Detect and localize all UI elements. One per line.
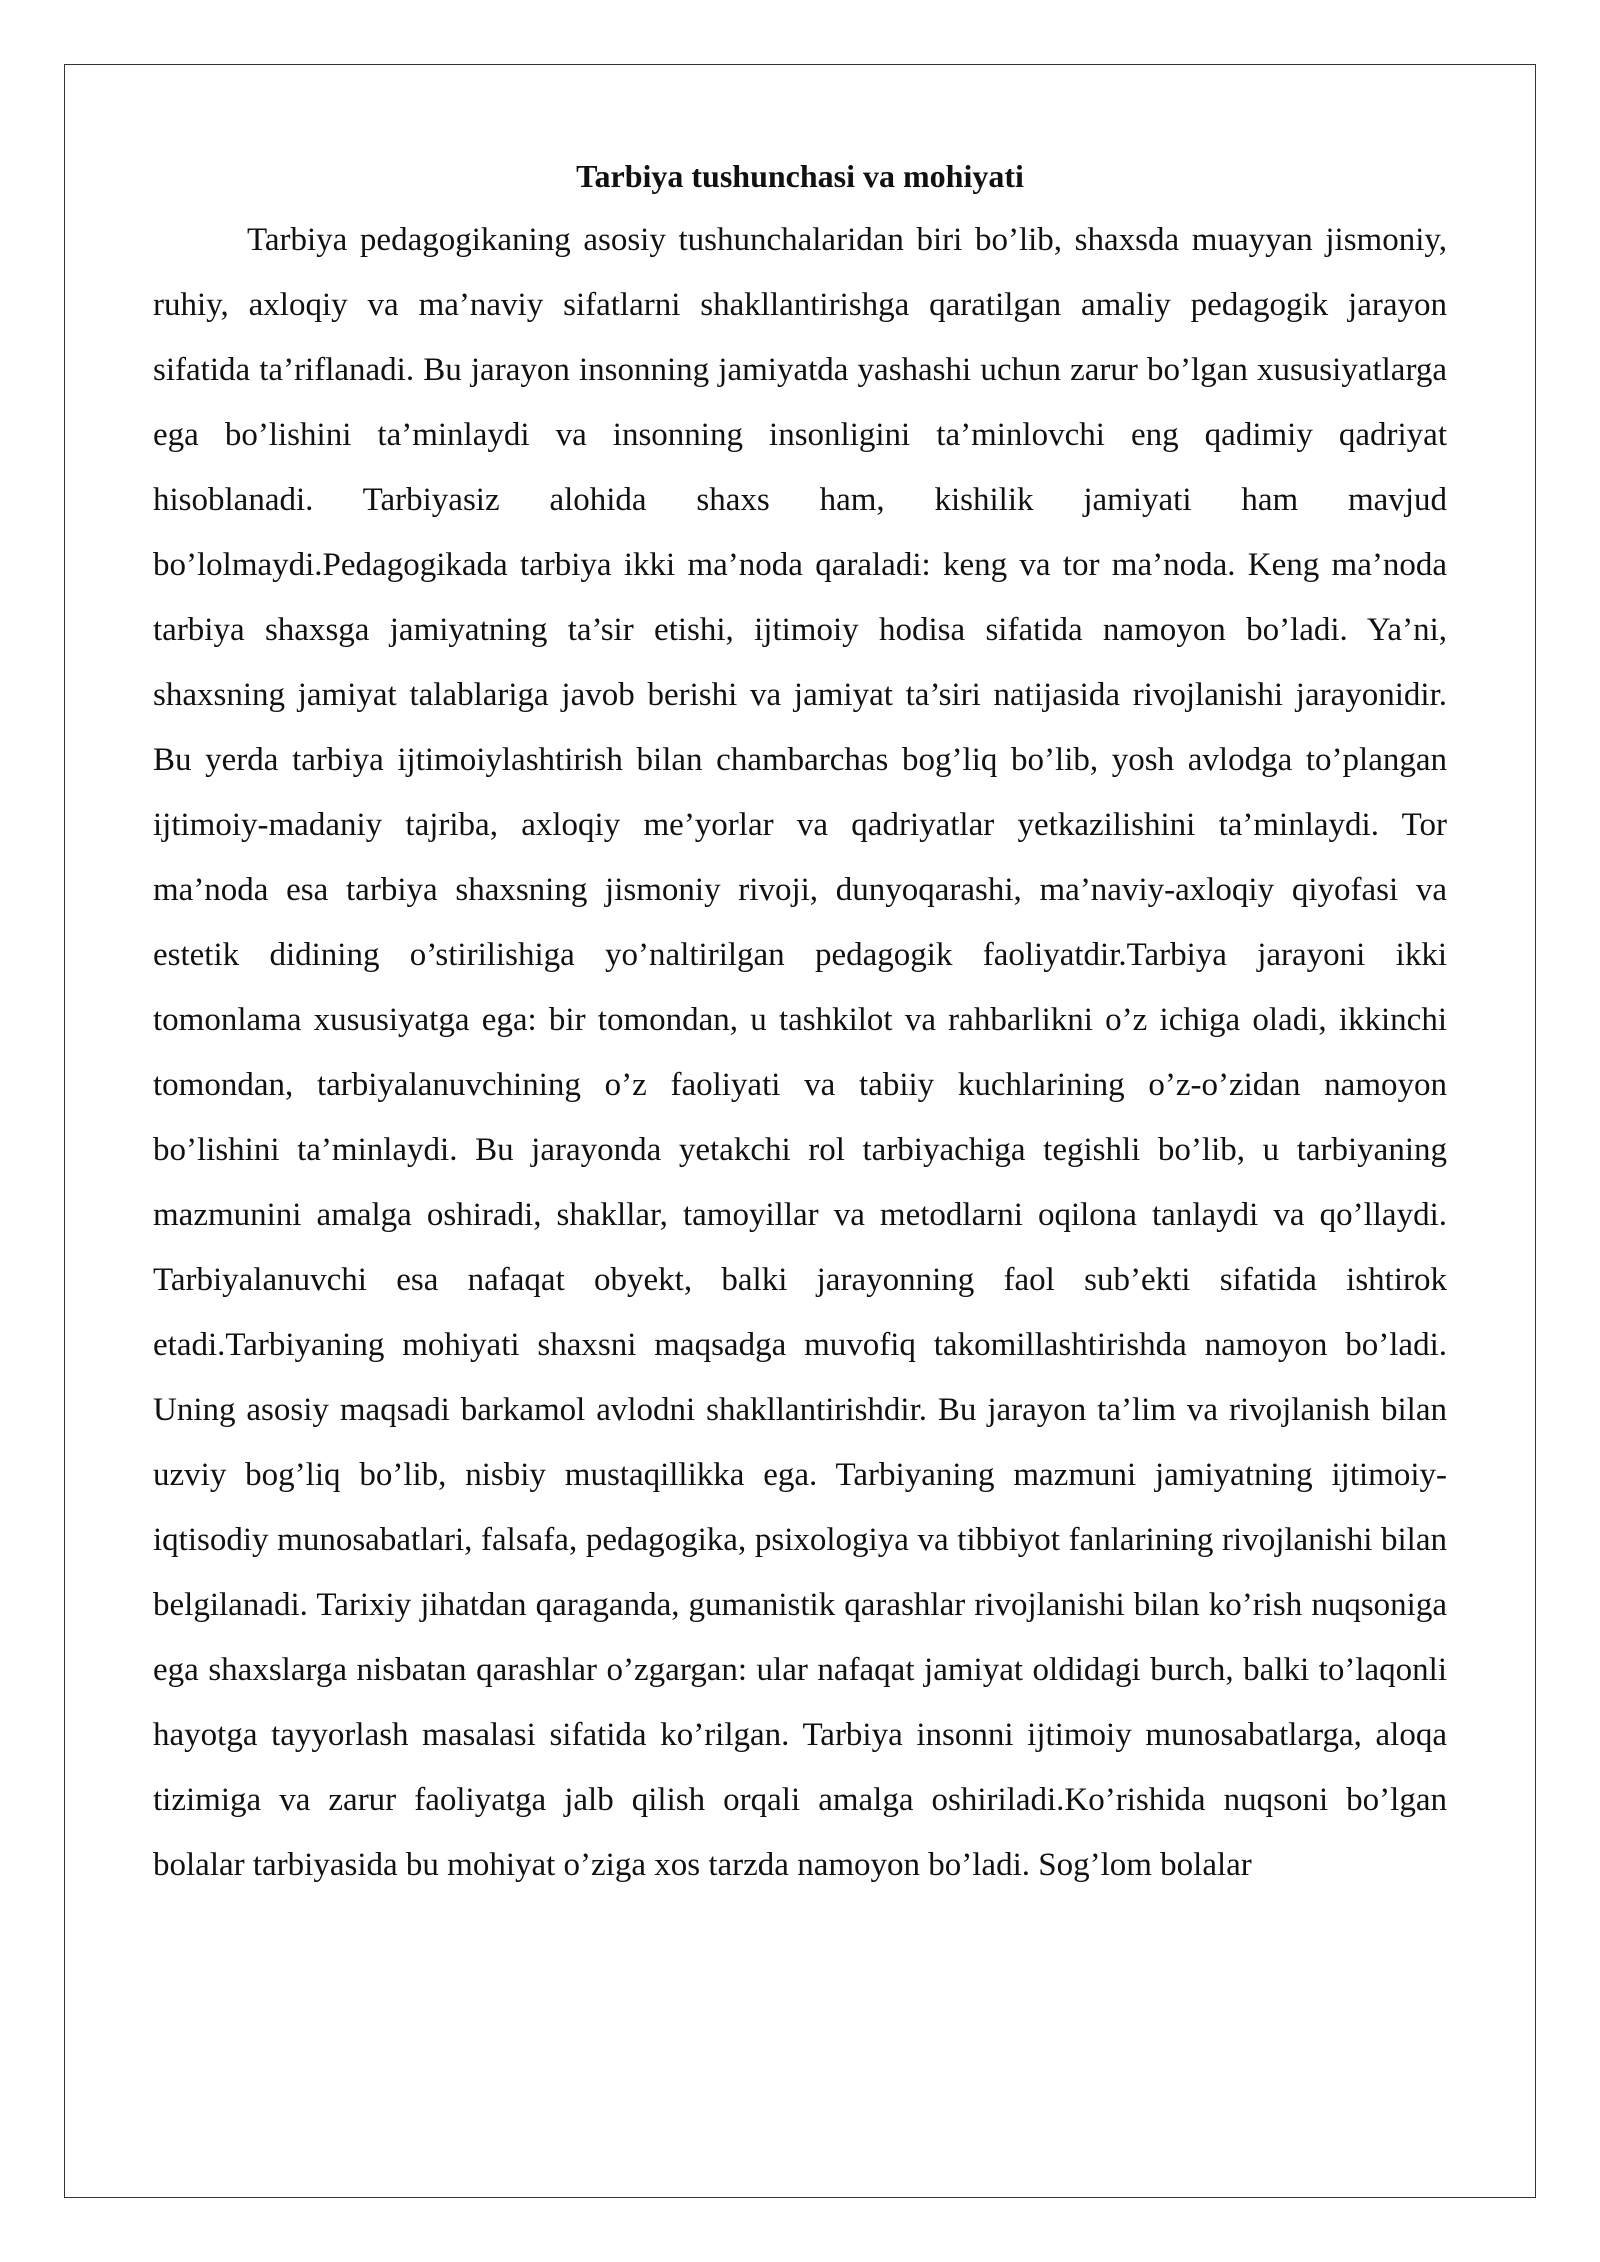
document-body <box>153 150 1447 1898</box>
body-paragraph: Tarbiya pedagogikaning asosiy tushunchalaridan biri bo’lib, shaxsda muayyan jismoniy, ruhiy, axloqiy va ma’naviy sifatlarni shakllantirishga qaratilgan amaliy pedagogik jarayon sifatida ta’riflanadi. Bu jarayon insonning jamiyatda yashashi uchun zarur bo’lgan xususiyatlarga ega bo’lishini ta’minlaydi va insonning insonligini ta’minlovchi eng qadimiy qadriyat hisoblanadi. Tarbiyasiz alohida shaxs ham, kishilik jamiyati ham mavjud bo’lolmaydi.Pedagogikada tarbiya ikki ma’noda qaraladi: keng va tor ma’noda. Keng ma’noda tarbiya shaxsga jamiyatning ta’sir etishi, ijtimoiy hodisa sifatida namoyon bo’ladi. Ya’ni, shaxsning jamiyat talablariga javob berishi va jamiyat ta’siri natijasida rivojlanishi jarayonidir. Bu yerda tarbiya ijtimoiylashtirish bilan chambarchas bog’liq bo’lib, yosh avlodga to’plangan ijtimoiy-madaniy tajriba, axloqiy me’yorlar va qadriyatlar yetkazilishini ta’minlaydi. Tor ma’noda esa tarbiya shaxsning jismoniy rivoji, dunyoqarashi, ma’naviy-axloqiy qiyofasi va estetik didining o’stirilishiga yo’naltirilgan pedagogik faoliyatdir.Tarbiya jarayoni ikki tomonlama xususiyatga ega: bir tomondan, u tashkilot va rahbarlikni o’z ichiga oladi, ikkinchi tomondan, tarbiyalanuvchining o’z faoliyati va tabiiy kuchlarining o’z-o’zidan namoyon bo’lishini ta’minlaydi. Bu jarayonda yetakchi rol tarbiyachiga tegishli bo’lib, u tarbiyaning mazmunini amalga oshiradi, shakllar, tamoyillar va metodlarni oqilona tanlaydi va qo’llaydi. Tarbiyalanuvchi esa nafaqat obyekt, balki jarayonning faol sub’ekti sifatida ishtirok etadi.Tarbiyaning mohiyati shaxsni maqsadga muvofiq takomillashtirishda namoyon bo’ladi. Uning asosiy maqsadi barkamol avlodni shakllantirishdir. Bu jarayon ta’lim va rivojlanish bilan uzviy bog’liq bo’lib, nisbiy mustaqillikka ega. Tarbiyaning mazmuni jamiyatning ijtimoiy-iqtisodiy munosabatlari, falsafa, pedagogika, psixologiya va tibbiyot fanlarining rivojlanishi bilan belgilanadi. Tarixiy jihatdan qaraganda, gumanistik qarashlar rivojlanishi bilan ko’rish nuqsoniga ega shaxslarga nisbatan qarashlar o’zgargan: ular nafaqat jamiyat oldidagi burch, balki to’laqonli hayotga tayyorlash masalasi sifatida ko’rilgan. Tarbiya insonni ijtimoiy munosabatlarga, aloqa tizimiga va zarur faoliyatga jalb qilish orqali amalga oshiriladi.Ko’rishida nuqsoni bo’lgan bolalar tarbiyasida bu mohiyat o’ziga xos tarzda namoyon bo’ladi. Sog’lom bolalar <box>153 222 1447 1883</box>
document-title: Tarbiya tushunchasi va mohiyati <box>576 158 1024 194</box>
